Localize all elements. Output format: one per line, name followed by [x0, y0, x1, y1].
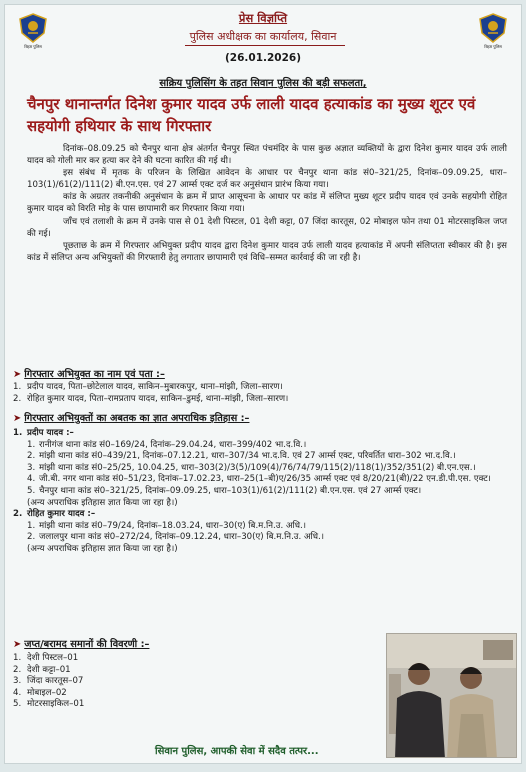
list-item: 4. मोबाइल–02	[13, 687, 67, 698]
case-item: 5. चैनपुर थाना कांड सं0–321/25, दिनांक–09.09.25, धारा–103(1)/61(2)/111(2) बी.एन.एस. एवं 27 आर्म्स एक्ट।	[27, 485, 422, 496]
subheading: सक्रिय पुलिसिंग के तहत सिवान पुलिस की बड़ी सफलता,	[159, 78, 367, 89]
arrested-section-title: ➤ गिरफ्तार अभियुक्त का नाम एवं पता :–	[13, 369, 165, 380]
office-name: पुलिस अधीक्षक का कार्यालय, सिवान	[189, 30, 337, 43]
case-item: 2. जलालपुर थाना कांड सं0–272/24, दिनांक–09.12.24, धारा–30(ए) बि.म.नि.उ. अधि.।	[27, 532, 325, 543]
list-item: 5. मोटरसाइकिल–01	[13, 699, 85, 710]
divider	[185, 45, 345, 46]
press-release-page	[4, 4, 522, 764]
seized-list	[13, 653, 371, 711]
arrow-icon: ➤	[13, 413, 22, 424]
accused-name: 1. प्रदीप यादव :–	[13, 428, 74, 438]
body-text	[27, 143, 507, 264]
arrow-icon: ➤	[13, 639, 22, 650]
accused-name: 2. रोहित कुमार यादव :–	[13, 509, 96, 520]
case-item: 1. रानीगंज थाना कांड सं0–169/24, दिनांक–29.04.24, धारा–399/402 भा.द.वि.।	[27, 439, 307, 450]
list-item: 1. देशी पिस्टल–01	[13, 653, 79, 663]
logo-caption: बिहार पुलिस	[24, 44, 42, 49]
paragraph: इस संबंध में मृतक के परिजन के लिखित आवेदन के आधार पर चैनपुर थाना कांड सं0–321/25, दिनांक–09.09.25, धारा–103(1)/61(2)/111(2) बी.एन.एस. एवं 27 आर्म्स एक्ट दर्ज कर अनुसंधान प्रारंभ किया गया।	[27, 168, 507, 191]
list-item: 2. रोहित कुमार यादव, पिता–रामप्रताप यादव, साकिन–डुमई, थाना–मांझी, जिला–सारण।	[13, 393, 289, 404]
paragraph: कांड के अग्रतर तकनीकी अनुसंधान के क्रम में प्राप्त आसूचना के आधार पर कांड में संलिप्त मुख्य शूटर प्रदीप यादव एवं उनके सहयोगी रोहित कुमार यादव को विरति मोड़ के पास छापामारी कर गिरफ्तार किया गया।	[27, 192, 507, 215]
case-list	[13, 521, 507, 556]
case-item: 4. जी.बी. नगर थाना कांड सं0–51/23, दिनांक–17.02.23, धारा–25(1–बी)ए/26/35 आर्म्स एक्ट एवं 8/20/21(बी)/22 एन.डी.पी.एस. एक्ट।	[27, 474, 491, 485]
paragraph: पूछताछ के क्रम में गिरफ्तार अभियुक्त प्रदीप यादव द्वारा दिनेश कुमार यादव उर्फ लाली यादव हत्याकांड में अपनी संलिप्तता स्वीकार की है। इस कांड में संलिप्त अन्य अभियुक्तों की गिरफ्तारी हेतु लगातार छापामारी एवं विधि–सम्मत कार्रवाई की जा रही है।	[27, 240, 507, 263]
history-note: (अन्य अपराधिक इतिहास ज्ञात किया जा रहा है।)	[27, 497, 178, 508]
history-note: (अन्य अपराधिक इतिहास ज्ञात किया जा रहा है।)	[27, 543, 178, 554]
history-list	[13, 428, 507, 556]
paragraph: दिनांक–08.09.25 को चैनपुर थाना क्षेत्र अंतर्गत चैनपुर स्थित पंचमंदिर के पास कुछ अज्ञात व्यक्तियों के द्वारा दिनेश कुमार यादव उर्फ लाली यादव को गोली मार कर हत्या कर देने की घटना कारित की गई थी।	[27, 144, 507, 167]
photo-illustration	[387, 634, 517, 758]
release-date: (26.01.2026)	[224, 52, 302, 64]
case-item: 1. मांझी थाना कांड सं0–79/24, दिनांक–18.03.24, धारा–30(ए) बि.म.नि.उ. अधि.।	[27, 520, 307, 531]
headline: चैनपुर थानान्तर्गत दिनेश कुमार यादव उर्फ लाली यादव हत्याकांड का मुख्य शूटर एवं सहयोगी हथियार के साथ गिरफ्तार	[27, 95, 476, 135]
case-item: 2. मांझी थाना कांड सं0–439/21, दिनांक–07.12.21, धारा–307/34 भा.द.वि. एवं 27 आर्म्स एक्ट, परिवर्तित धारा–302 भा.द.वि.।	[27, 451, 456, 462]
arrow-icon: ➤	[13, 369, 22, 380]
list-item: 2. देशी कट्टा–01	[13, 664, 71, 675]
case-list	[13, 440, 507, 510]
paragraph: जाँच एवं तलाशी के क्रम में उनके पास से 01 देशी पिस्टल, 01 देशी कट्टा, 07 जिंदा कारतूस, 02 मोबाइल फोन तथा 01 मोटरसाइकिल जप्त की गई।	[27, 216, 507, 239]
seized-section-title: ➤ जप्त/बरामद समानों की विवरणी :–	[13, 639, 150, 650]
arrested-list	[13, 382, 507, 405]
press-release-title: प्रेस विज्ञप्ति	[238, 11, 288, 25]
case-item: 3. मांझी थाना कांड सं0–25/25, 10.04.25, धारा–303(2)/3(5)/109(4)/76/74/79/115(2)/118(1)/352/351(2) बी.एन.एस.।	[27, 462, 476, 473]
list-item: 1. प्रदीप यादव, पिता–छोटेलाल यादव, साकिन–मुबारकपुर, थाना–मांझी, जिला–सारण।	[13, 382, 283, 392]
slogan: सिवान पुलिस, आपकी सेवा में सदैव तत्पर...	[155, 746, 319, 757]
history-section-title: ➤ गिरफ्तार अभियुक्तों का अबतक का ज्ञात अपराधिक इतिहास :–	[13, 413, 250, 424]
list-item: 3. जिंदा कारतूस–07	[13, 676, 84, 687]
arrested-persons-photo	[386, 633, 517, 758]
logo-caption: बिहार पुलिस	[484, 44, 502, 49]
